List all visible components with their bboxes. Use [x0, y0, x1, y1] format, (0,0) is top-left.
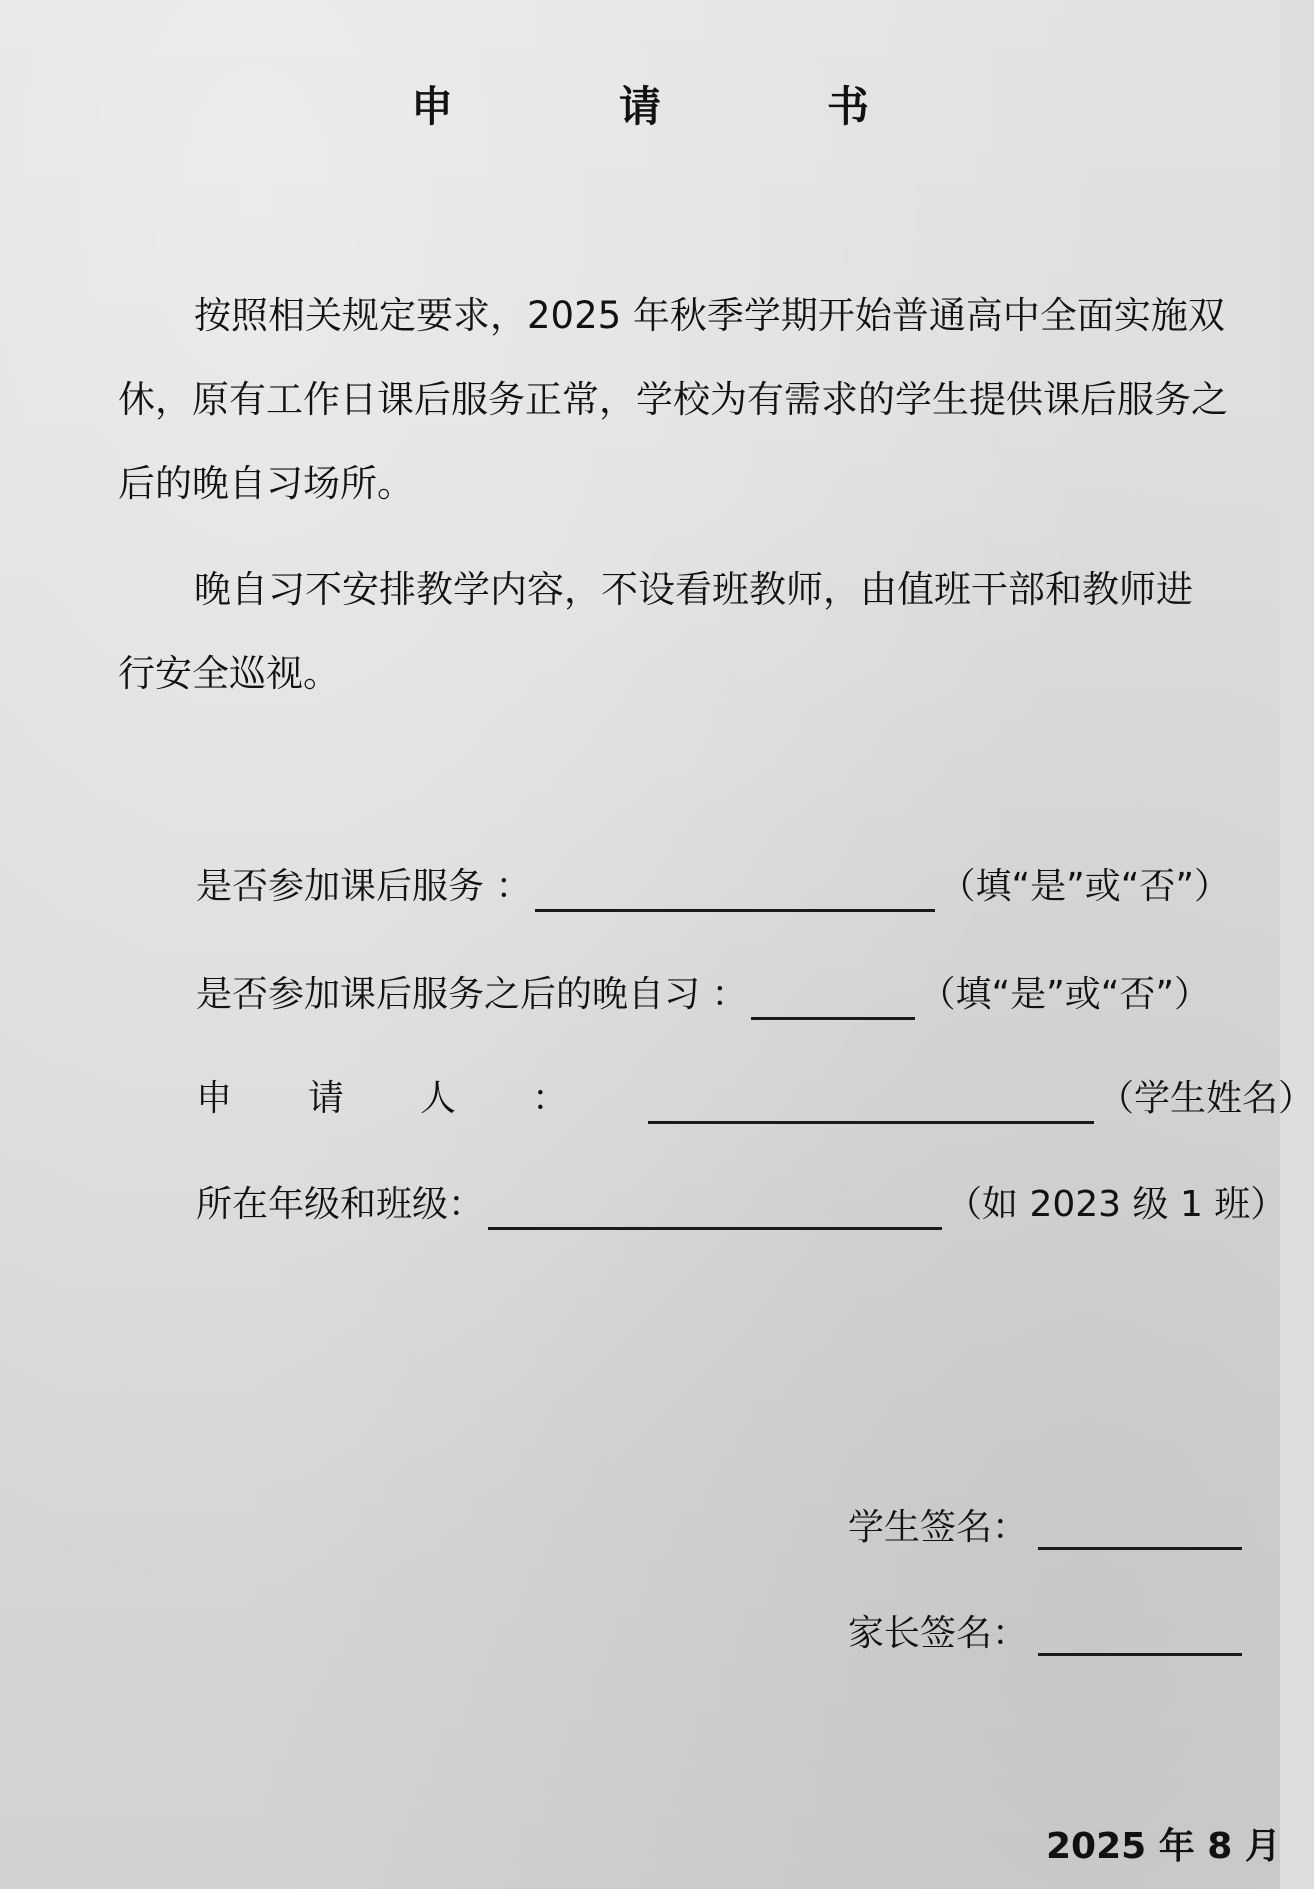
field-hint: （学生姓名）	[1098, 1078, 1314, 1119]
field-evening-self-study	[196, 970, 1210, 1020]
field-label: 所在年级和班级：	[196, 1184, 485, 1225]
field-hint: （填“是”或“否”）	[939, 866, 1231, 907]
field-hint: （填“是”或“否”）	[919, 974, 1211, 1015]
fill-in-blank[interactable]	[751, 977, 915, 1020]
student-signature	[848, 1500, 1242, 1550]
field-label: 申请人：	[196, 1078, 645, 1119]
field-label: 是否参加课后服务之后的晚自习 ：	[196, 974, 748, 1015]
signature-blank[interactable]	[1038, 1613, 1242, 1656]
signature-label: 家长签名：	[848, 1613, 1029, 1654]
fill-in-blank[interactable]	[535, 869, 935, 912]
field-grade-class	[196, 1180, 1286, 1230]
fill-in-blank[interactable]	[488, 1187, 942, 1230]
field-hint: （如 2023 级 1 班）	[946, 1184, 1287, 1225]
parent-signature	[848, 1606, 1242, 1656]
fill-in-blank[interactable]	[648, 1081, 1094, 1124]
paragraph-1: 按照相关规定要求，2025 年秋季学期开始普通高中全面实施双休，原有工作日课后服务正常，学校为有需求的学生提供课后服务之后的晚自习场所。	[118, 294, 1228, 505]
field-after-school-service	[196, 862, 1230, 912]
field-applicant	[196, 1074, 1314, 1124]
signature-label: 学生签名：	[848, 1507, 1029, 1548]
document-date: 2025 年 8 月	[1046, 1826, 1281, 1867]
signature-blank[interactable]	[1038, 1507, 1242, 1550]
field-label: 是否参加课后服务 ：	[196, 866, 532, 907]
document-title: 申 请 书	[410, 82, 931, 131]
paragraph-2: 晚自习不安排教学内容，不设看班教师，由值班干部和教师进行安全巡视。	[118, 568, 1193, 695]
